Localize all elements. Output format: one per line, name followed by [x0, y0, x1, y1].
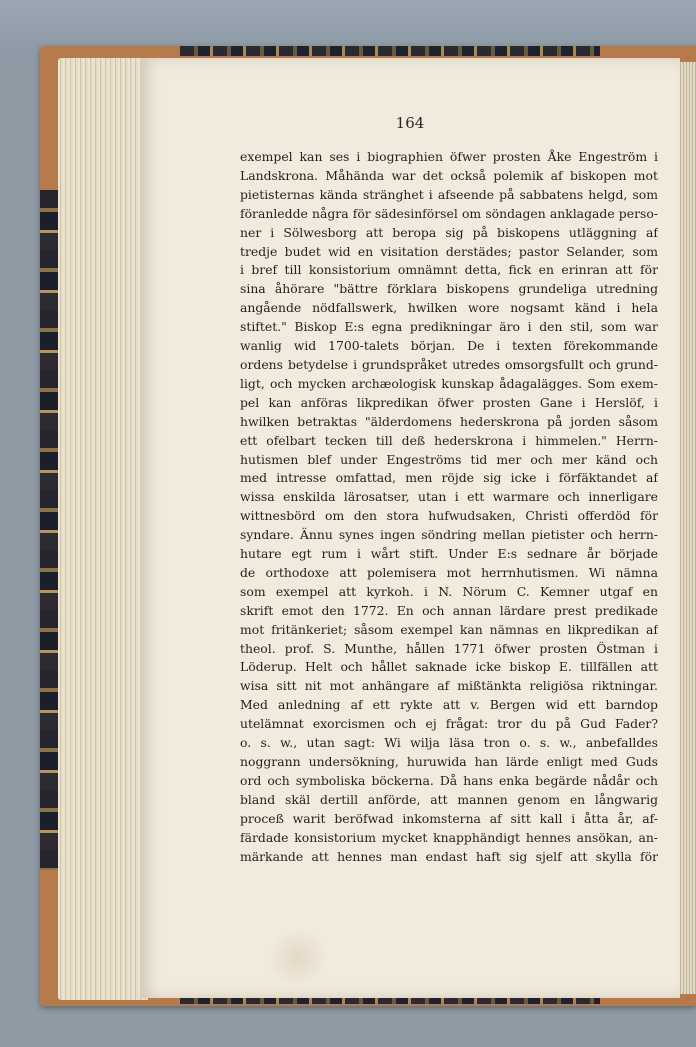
text-line: skrift emot den 1772. En och annan lärdare prest predikade — [240, 602, 658, 618]
text-line: föranledde några för sädesinförsel om söndagen anklagade perso- — [240, 205, 658, 221]
text-line: angående nödfallswerk, hwilken wore nogsamt känd i hela — [240, 300, 658, 316]
text-line: o. s. w., utan sagt: Wi wilja läsa tron o. s. w., anbefalldes — [240, 735, 658, 751]
paper-stain — [268, 928, 328, 988]
text-line: syndare. Ännu synes ingen söndring mellan pietister och herrn- — [240, 527, 658, 543]
text-line: utelämnat exorcismen och ej frågat: tror du på Gud Fader? — [240, 716, 658, 732]
text-line: wisa sitt nit mot anhängare af mißtänkta religiösa riktningar. — [240, 678, 658, 694]
page-stack-left — [58, 58, 148, 1000]
page-stack-right — [678, 62, 696, 994]
text-line: mot fritänkeriet; såsom exempel kan nämnas en likpredikan af — [240, 621, 658, 637]
text-line: hutismen blef under Engeströms tid mer och mer känd och — [240, 451, 658, 467]
text-line: pietisternas kända stränghet i afseende på sabbatens helgd, som — [240, 186, 658, 202]
text-line: de orthodoxe att polemisera mot herrnhutismen. Wi nämna — [240, 564, 658, 580]
text-line: stiftet." Biskop E:s egna predikningar äro i den stil, som war — [240, 319, 658, 335]
text-line: tredje budet wid en visitation derstädes; pastor Selander, som — [240, 243, 658, 259]
page-number: 164 — [395, 114, 425, 132]
text-line: färdade konsistorium mycket knapphändigt hennes ansökan, an- — [240, 829, 658, 845]
text-line: ord och symboliska böckerna. Då hans enka begärde nådår och — [240, 772, 658, 788]
text-line: proceß warit beröfwad inkomsterna af sitt kall i åtta år, af- — [240, 810, 658, 826]
text-line: wanlig wid 1700-talets början. De i texten förekommande — [240, 338, 658, 354]
marbled-cover-edge-top — [180, 46, 600, 56]
text-line: Landskrona. Måhända war det också polemik af biskopen mot — [240, 167, 658, 183]
text-line: som exempel att kyrkoh. i N. Nörum C. Kemner utgaf en — [240, 583, 658, 599]
text-line: hutare egt rum i wårt stift. Under E:s sednare år började — [240, 546, 658, 562]
text-line: theol. prof. S. Munthe, hållen 1771 öfwer prosten Östman i — [240, 640, 658, 656]
text-line: med intresse omfattad, men röjde sig icke i förfäktandet af — [240, 470, 658, 486]
text-line: ordens betydelse i grundspråket utredes omsorgsfullt och grund- — [240, 356, 658, 372]
text-line: pel kan anföras likpredikan öfwer prosten Gane i Herslöf, i — [240, 394, 658, 410]
text-line: Med anledning af ett rykte att v. Bergen wid ett barndop — [240, 697, 658, 713]
book-page — [140, 58, 680, 998]
text-line: wissa enskilda lärosatser, utan i ett warmare och innerligare — [240, 489, 658, 505]
text-line: ett ofelbart tecken till deß hederskrona i himmelen." Herrn- — [240, 432, 658, 448]
text-line: wittnesbörd om den stora hufwudsaken, Christi offerdöd för — [240, 508, 658, 524]
text-line: ligt, och mycken archæologisk kunskap ådagalägges. Som exem- — [240, 375, 658, 391]
body-text — [240, 148, 658, 866]
text-line: i bref till konsistorium omnämnt detta, fick en erinran att för — [240, 262, 658, 278]
text-line: sina åhörare "bättre förklara biskopens grundeliga utredning — [240, 281, 658, 297]
text-line: exempel kan ses i biographien öfwer prosten Åke Engeström i — [240, 149, 658, 164]
text-line: ner i Sölwesborg att beropa sig på biskopens utläggning af — [240, 224, 658, 240]
text-line: noggrann undersökning, huruwida han lärde enligt med Guds — [240, 754, 658, 769]
text-line: bland skäl dertill anförde, att mannen genom en långwarig — [240, 791, 658, 807]
marbled-cover-edge-left — [40, 190, 60, 870]
text-line: märkande att hennes man endast haft sig sjelf att skylla för — [240, 848, 658, 864]
text-line: Löderup. Helt och hållet saknade icke biskop E. tillfällen att — [240, 659, 658, 675]
text-line: hwilken betraktas "älderdomens hederskrona på jorden såsom — [240, 413, 658, 429]
